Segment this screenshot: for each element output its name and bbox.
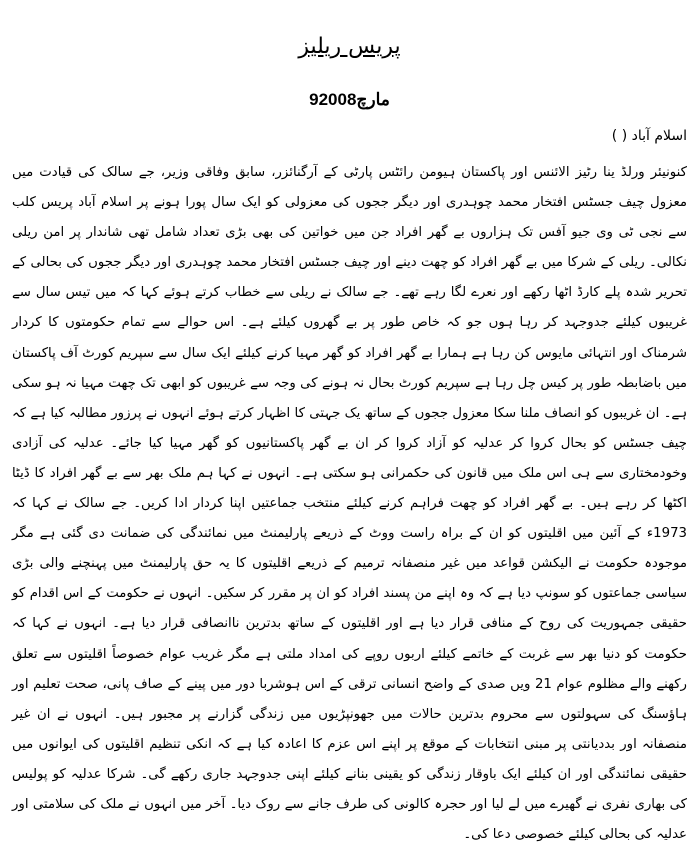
body-text (12, 158, 687, 850)
release-date: 9مارچ2008 (309, 90, 390, 109)
body-paragraph: کنونیئر ورلڈ ینا رٹیز الائنس اور پاکستان ہیومن رائٹس پارٹی کے آرگنائزر، سابق وفاقی وزیر، جے سالک کی قیادت میں معزول چیف جسٹس افتخار محمد چوہدری اور دیگر ججوں کی معزولی کو ایک سال پورا ہونے پر اسلام آباد پریس کلب سے نجی ٹی وی جیو آفس تک ہزاروں بے گھر افراد جن میں خواتین کی بھی بڑی تعداد شامل تھی شاندار پر امن ریلی نکالی۔ ریلی کے شرکا میں بے گھر افراد کو چھت دینے اور چیف جسٹس افتخار محمد چوہدری اور دیگر ججوں کی بحالی کے تحریر شدہ پلے کارڈ اٹھا رکھے اور نعرے لگا رہے تھے۔ جے سالک نے ریلی سے خطاب کرتے ہوئے کہا کہ میں تیس سال سے غریبوں کیلئے جدوجہد کر رہا ہوں جو کہ خاص طور پر بے گھروں کیلئے ہے۔ اس حوالے سے تمام حکومتوں کا کردار شرمناک اور انتہائی مایوس کن رہا ہے ہمارا بے گھر افراد کو گھر مہیا کرنے کیلئے ایک سال سے سپریم کورٹ آف پاکستان میں باضابطہ طور پر کیس چل رہا ہے سپریم کورٹ بحال نہ ہونے کی وجہ سے غریبوں کو ابھی تک چھت مہیا نہ ہو سکی ہے۔ ان غریبوں کو انصاف ملنا سکا معزول ججوں کے ساتھ یک جہتی کا اظہار کرتے ہوئے انہوں نے پرزور مطالبہ کیا ہے کہ چیف جسٹس کو بحال کروا کر عدلیہ کو آزاد کروا کر ان بے گھر پاکستانیوں کو گھر مہیا کیا جائے۔ عدلیہ کی آزادی وخودمختاری سے ہی اس ملک میں قانون کی حکمرانی ہو سکتی ہے۔ انہوں نے کہا ہم ملک بھر سے بے گھر افراد کا ڈیٹا اکٹھا کر رہے ہیں۔ بے گھر افراد کو چھت فراہم کرنے کیلئے منتخب جماعتیں اپنا کردار ادا کریں۔ جے سالک نے کہا کہ 1973ء کے آئین میں اقلیتوں کو ان کے براہ راست ووٹ کے ذریعے پارلیمنٹ میں نمائندگی کی ضمانت دی گئی ہے مگر موجودہ حکومت نے الیکشن قواعد میں غیر منصفانہ ترمیم کے ذریعے اقلیتوں کا یہ حق پارلیمنٹ میں پہنچنے والی بڑی سیاسی جماعتوں کو سونپ دیا ہے کہ وہ اپنے من پسند افراد کو ان پر مقرر کر سکیں۔ انہوں نے حکومت کے اس اقدام کو حقیقی جمہوریت کی روح کے منافی قرار دیا ہے اور اقلیتوں کے ساتھ بدترین ناانصافی قرار دیا ہے۔ انہوں نے کہا کہ حکومت کو دنیا بھر سے غربت کے خاتمے کیلئے اربوں روپے کی امداد ملتی ہے مگر غریب عوام خصوصاً اقلیتوں سے تعلق رکھنے والے مظلوم عوام 21 ویں صدی کے واضح انسانی ترقی کے اس ہوشربا دور میں پینے کے صاف پانی، صحت تعلیم اور ہاؤسنگ کی سہولتوں سے محروم بدترین حالات میں جھونپڑیوں میں زندگی گزارنے پر مجبور ہیں۔ انہوں نے ان غیر منصفانہ اور بددیانتی پر مبنی انتخابات کے موقع پر اپنے اس عزم کا اعادہ کیا ہے کہ انکی تنظیم اقلیتوں کی ایوانوں میں حقیقی نمائندگی اور ان کیلئے ایک باوقار زندگی کو یقینی بنانے کیلئے اپنی جدوجہد جاری رکھے گی۔ شرکا عدلیہ کو پولیس کی بھاری نفری نے گھیرے میں لے لیا اور حجرہ کالونی کی طرف جانے سے روک دیا۔ آخر میں انہوں نے ملک کی سلامتی اور عدلیہ کی بحالی کیلئے خصوصی دعا کی۔ (12, 165, 687, 843)
page-title: پریس ریلیز (298, 34, 401, 59)
dateline-place: اسلام آباد ( ) (611, 128, 687, 144)
